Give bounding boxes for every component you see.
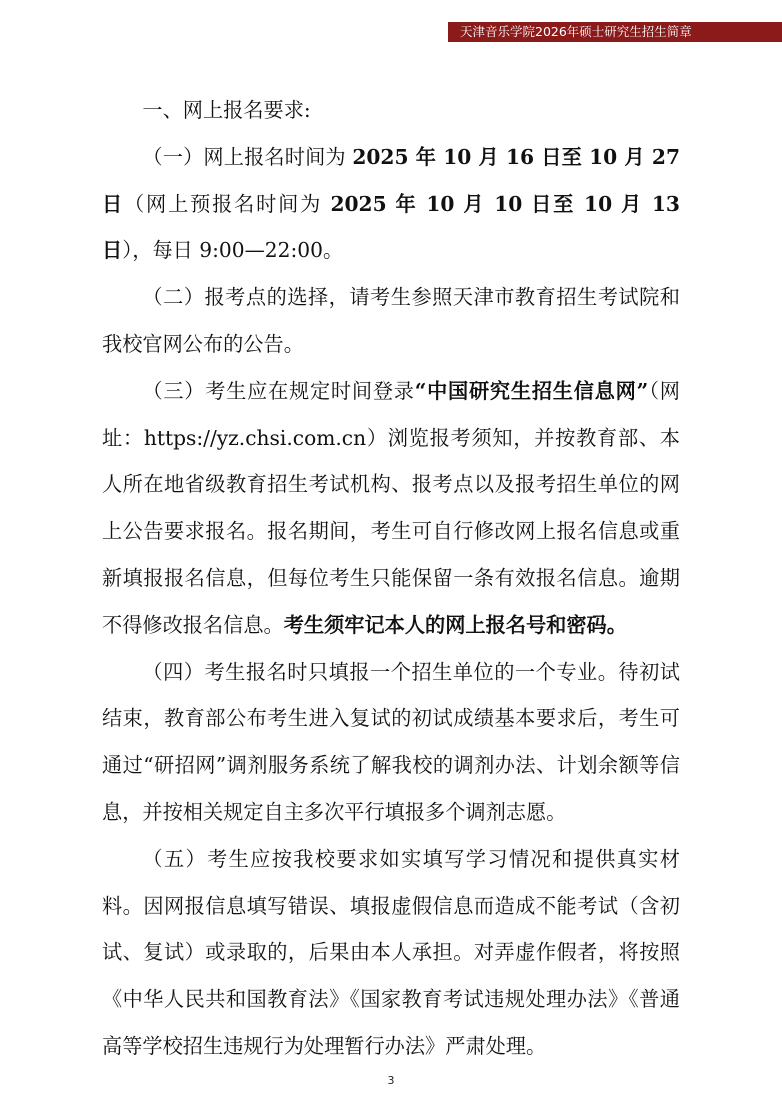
document-header-title: 天津音乐学院2026年硕士研究生招生简章 <box>460 24 692 39</box>
paragraph-1-text-d: ），每日 9:00—22:00。 <box>122 238 344 263</box>
paragraph-truthful-info: （五）考生应按我校要求如实填写学习情况和提供真实材料。因网报信息填写错误、填报虚假信息而造成不能考试（含初试、复试）或录取的，后果由本人承担。对弄虚作假者，将按照《中华人民共和国教育法》《国家教育考试违规处理办法》《普通高等学校招生违规行为处理暂行办法》严肃处理。 <box>102 846 680 1058</box>
page-number: 3 <box>387 1074 395 1087</box>
registration-dates: 2025 年 10 月 16 日至 10 月 27 日 <box>102 144 680 216</box>
paragraph-3-text-a: （三）考生应在规定时间登录 <box>142 378 415 403</box>
document-body <box>102 87 680 1070</box>
paragraph-3-text-c: （网址：https://yz.chsi.com.cn）浏览报考须知，并按教育部、本人所在地省级教育招生考试机构、报考点以及报考招生单位的网上公告要求报名。报名期间，考生可自行修改网上报名信息或重新填报报名信息，但每位考生只能保留一条有效报名信息。逾期不得修改报名信息。 <box>102 378 680 637</box>
password-reminder: 考生须牢记本人的网上报名号和密码。 <box>283 612 627 637</box>
paragraph-registration-time <box>102 134 680 274</box>
paragraph-1-text-a: （一）网上报名时间为 <box>142 144 353 169</box>
paragraph-exam-site: （二）报考点的选择，请考生参照天津市教育招生考试院和我校官网公布的公告。 <box>102 285 680 356</box>
website-name: “中国研究生招生信息网” <box>414 378 649 403</box>
paragraph-login-website <box>102 368 680 649</box>
document-header-banner <box>448 22 782 42</box>
paragraph-1-text-c: （网上预报名时间为 <box>124 191 331 216</box>
paragraph-single-major: （四）考生报名时只填报一个招生单位的一个专业。待初试结束，教育部公布考生进入复试的初试成绩基本要求后，考生可通过“研招网”调剂服务系统了解我校的调剂办法、计划余额等信息，并按相关规定自主多次平行填报多个调剂志愿。 <box>102 659 680 824</box>
pre-registration-dates: 2025 年 10 月 10 日至 10 月 13 日 <box>102 191 680 263</box>
section-heading: 一、网上报名要求: <box>142 98 311 122</box>
